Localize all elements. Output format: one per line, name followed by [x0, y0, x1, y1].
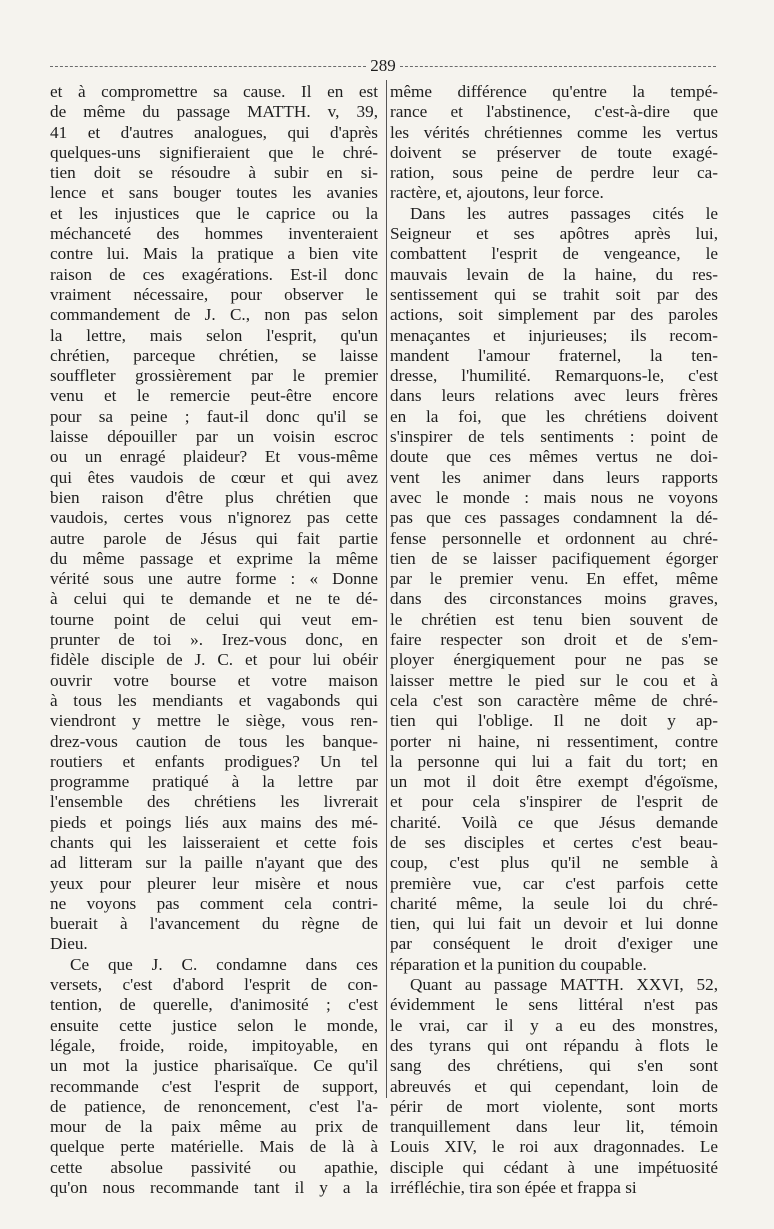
text-line: Seigneur et ses apôtres après lui,: [390, 224, 718, 244]
text-line: le chrétien est tenu bien souvent de: [390, 609, 718, 629]
text-line: autre parole de Jésus qui fait partie: [50, 528, 378, 548]
text-line: l'ensemble des chrétiens les livrerait: [50, 792, 378, 812]
text-line: Dieu.: [50, 934, 88, 954]
text-line: qui êtes vaudois de cœur et qui avez: [50, 467, 378, 487]
text-line: première vue, car c'est parfois cette: [390, 873, 718, 893]
text-line: des tyrans qui ont répandu à flots le: [390, 1035, 718, 1055]
text-line: ractère, et, ajoutons, leur force.: [390, 183, 604, 203]
text-line: porter ni haine, ni ressentiment, contre: [390, 731, 718, 751]
text-line: fidèle disciple de J. C. et pour lui obéir: [50, 650, 378, 670]
text-line: et pour cela s'inspirer de l'esprit de: [390, 792, 718, 812]
text-line: actions, soit simplement par des paroles: [390, 305, 718, 325]
text-line: quelque perte matérielle. Mais de là à: [50, 1137, 378, 1157]
text-line: drez-vous caution de tous les banque-: [50, 731, 378, 751]
text-line: même différence qu'entre la tempé-: [390, 82, 718, 101]
text-line: ration, sous peine de perdre leur ca-: [390, 163, 718, 183]
text-line: 41 et d'autres analogues, qui d'après: [50, 122, 378, 142]
text-line: tien de se laisser pacifiquement égorger: [390, 548, 718, 568]
text-line: routiers et enfants prodigues? Un tel: [50, 751, 378, 771]
text-line: disciple qui cédant à une impétuosité: [390, 1157, 718, 1177]
text-line: dans leurs relations avec leurs frères: [390, 386, 718, 406]
text-line: vérité sous une autre forme : « Donne: [50, 569, 378, 589]
text-line: doute que ces mêmes vertus ne doi-: [390, 447, 718, 467]
text-line: de ses disciples et certes c'est beau-: [390, 832, 718, 852]
text-line: Quant au passage MATTH. XXVI, 52,: [410, 975, 718, 995]
text-line: pour sa peine ; faut-il donc qu'il se: [50, 406, 378, 426]
text-line: par conséquent le droit d'exiger une: [390, 934, 718, 954]
text-line: rance et l'abstinence, c'est-à-dire que: [390, 102, 718, 122]
text-line: mandent l'amour fraternel, la ten-: [390, 345, 718, 365]
text-line: chants qui les laisseraient et cette fois: [50, 832, 378, 852]
text-line: cette absolue passivité ou apathie,: [50, 1157, 378, 1177]
text-line: programme pratiqué à la lettre par: [50, 772, 378, 792]
text-line: contre lui. Mais la pratique a bien vite: [50, 244, 378, 264]
text-line: la personne qui lui a fait du tort; en: [390, 751, 718, 771]
text-line: pas que ces passages condamnent la dé-: [390, 508, 718, 528]
text-line: s'inspirer de tels sentiments : point de: [390, 427, 718, 447]
text-line: de patience, de renoncement, c'est l'a-: [50, 1096, 378, 1116]
text-line: à tous les mendiants et vagabonds qui: [50, 690, 378, 710]
text-line: le vrai, car il y a eu des monstres,: [390, 1015, 718, 1035]
text-line: charité. Voilà ce que Jésus demande: [390, 812, 718, 832]
text-line: yeux pour pleurer leur misère et nous: [50, 873, 378, 893]
text-line: Ce que J. C. condamne dans ces: [70, 954, 378, 974]
text-line: sang des chrétiens, qui s'en sont: [390, 1056, 718, 1076]
text-line: viendront y mettre le siège, vous ren-: [50, 711, 378, 731]
text-line: vent les animer dans leurs rapports: [390, 467, 718, 487]
running-header: [50, 56, 716, 76]
text-line: charité même, la seule loi du chré-: [390, 893, 718, 913]
text-line: et les injustices que le caprice ou la: [50, 203, 378, 223]
text-line: réparation et la punition du coupable.: [390, 954, 647, 974]
text-line: ensuite cette justice selon le monde,: [50, 1015, 378, 1035]
text-line: un mot la justice pharisaïque. Ce qu'il: [50, 1056, 378, 1076]
text-line: commandement de J. C., non pas selon: [50, 305, 378, 325]
text-line: coup, c'est plus qu'il ne semble à: [390, 853, 718, 873]
text-line: recommande c'est l'esprit de support,: [50, 1076, 378, 1096]
text-line: raison de ces exagérations. Est-il donc: [50, 264, 378, 284]
text-line: ployer énergiquement pour ne pas se: [390, 650, 718, 670]
text-line: quelques-uns signifieraient que le chré-: [50, 142, 378, 162]
text-line: fense personnelle et ordonnent au chré-: [390, 528, 718, 548]
text-line: qu'on nous recommande tant il y a la: [50, 1178, 378, 1198]
text-line: et à compromettre sa cause. Il en est: [50, 82, 378, 101]
text-line: lence et sans bouger toutes les avanies: [50, 183, 378, 203]
text-line: abreuvés et qui cependant, loin de: [390, 1076, 718, 1096]
text-line: doivent se préserver de toute exagé-: [390, 142, 718, 162]
text-line: vraiment nécessaire, pour observer le: [50, 284, 378, 304]
text-line: laisser mettre le pied sur le cou et à: [390, 670, 718, 690]
text-line: légale, froide, roide, impitoyable, en: [50, 1035, 378, 1055]
text-line: méchanceté des hommes inventeraient: [50, 224, 378, 244]
text-line: à celui qui te demande et ne te dé-: [50, 589, 378, 609]
text-line: la lettre, mais selon l'esprit, qu'un: [50, 325, 378, 345]
page-number: 289: [370, 56, 396, 75]
text-line: combattent l'esprit de vengeance, le: [390, 244, 718, 264]
text-line: périr de mort violente, sont morts: [390, 1096, 718, 1116]
text-line: menaçantes et injurieuses; ils recom-: [390, 325, 718, 345]
text-line: tention, de querelle, d'animosité ; c'est: [50, 995, 378, 1015]
header-rule-left: [50, 66, 366, 67]
text-line: chrétien, parceque chrétien, se laisse: [50, 345, 378, 365]
text-line: en la foi, que les chrétiens doivent: [390, 406, 718, 426]
text-line: tourne point de celui qui veut em-: [50, 609, 378, 629]
text-line: par le premier venu. En effet, même: [390, 569, 718, 589]
text-line: versets, c'est d'abord l'esprit de con-: [50, 975, 378, 995]
text-line: les vérités chrétiennes comme les vertus: [390, 122, 718, 142]
text-line: dans des circonstances moins graves,: [390, 589, 718, 609]
text-line: cela c'est son caractère même de chré-: [390, 690, 718, 710]
text-line: du même passage et exprime la même: [50, 548, 378, 568]
text-line: tien qui l'oblige. Il ne doit y ap-: [390, 711, 718, 731]
text-line: avec le monde : mais nous ne voyons: [390, 487, 718, 507]
right-column: [390, 82, 718, 1198]
text-line: évidemment le sens littéral n'est pas: [390, 995, 718, 1015]
text-line: Louis XIV, le roi aux dragonnades. Le: [390, 1137, 718, 1157]
text-line: prunter de toi ». Irez-vous donc, en: [50, 630, 378, 650]
text-line: Dans les autres passages cités le: [410, 203, 718, 223]
text-line: tien, qui lui fait un devoir et lui donne: [390, 914, 718, 934]
text-line: bien raison d'être plus chrétien que: [50, 487, 378, 507]
text-line: ouvrir votre bourse et votre maison: [50, 670, 378, 690]
text-line: tranquillement dans leur lit, témoin: [390, 1117, 718, 1137]
column-divider: [386, 80, 387, 1098]
text-line: laisse dépouiller par un voisin escroc: [50, 427, 378, 447]
text-line: buerait à l'avancement du règne de: [50, 914, 378, 934]
text-line: faire respecter son droit et de s'em-: [390, 630, 718, 650]
text-line: vaudois, certes vous n'ignorez pas cette: [50, 508, 378, 528]
text-line: tien doit se résoudre à subir en si-: [50, 163, 378, 183]
text-line: sentissement qui se trahit soit par des: [390, 284, 718, 304]
text-line: ad litteram sur la paille n'ayant que des: [50, 853, 378, 873]
text-line: pieds et poings liés aux mains des mé-: [50, 812, 378, 832]
text-line: un mot il doit être exempt d'égoïsme,: [390, 772, 718, 792]
text-line: de même du passage MATTH. v, 39,: [50, 102, 378, 122]
text-line: souffleter grossièrement par le premier: [50, 366, 378, 386]
text-line: venu et le remercie peut-être encore: [50, 386, 378, 406]
header-rule-right: [400, 66, 716, 67]
left-column: [50, 82, 378, 1198]
text-line: ou un enragé plaideur? Et vous-même: [50, 447, 378, 467]
text-line: ne voyons pas comment cela contri-: [50, 893, 378, 913]
text-line: mauvais levain de la haine, du res-: [390, 264, 718, 284]
text-line: dresse, l'humilité. Remarquons-le, c'est: [390, 366, 718, 386]
text-line: irréfléchie, tira son épée et frappa si: [390, 1178, 637, 1198]
text-line: mour de la paix même au prix de: [50, 1117, 378, 1137]
